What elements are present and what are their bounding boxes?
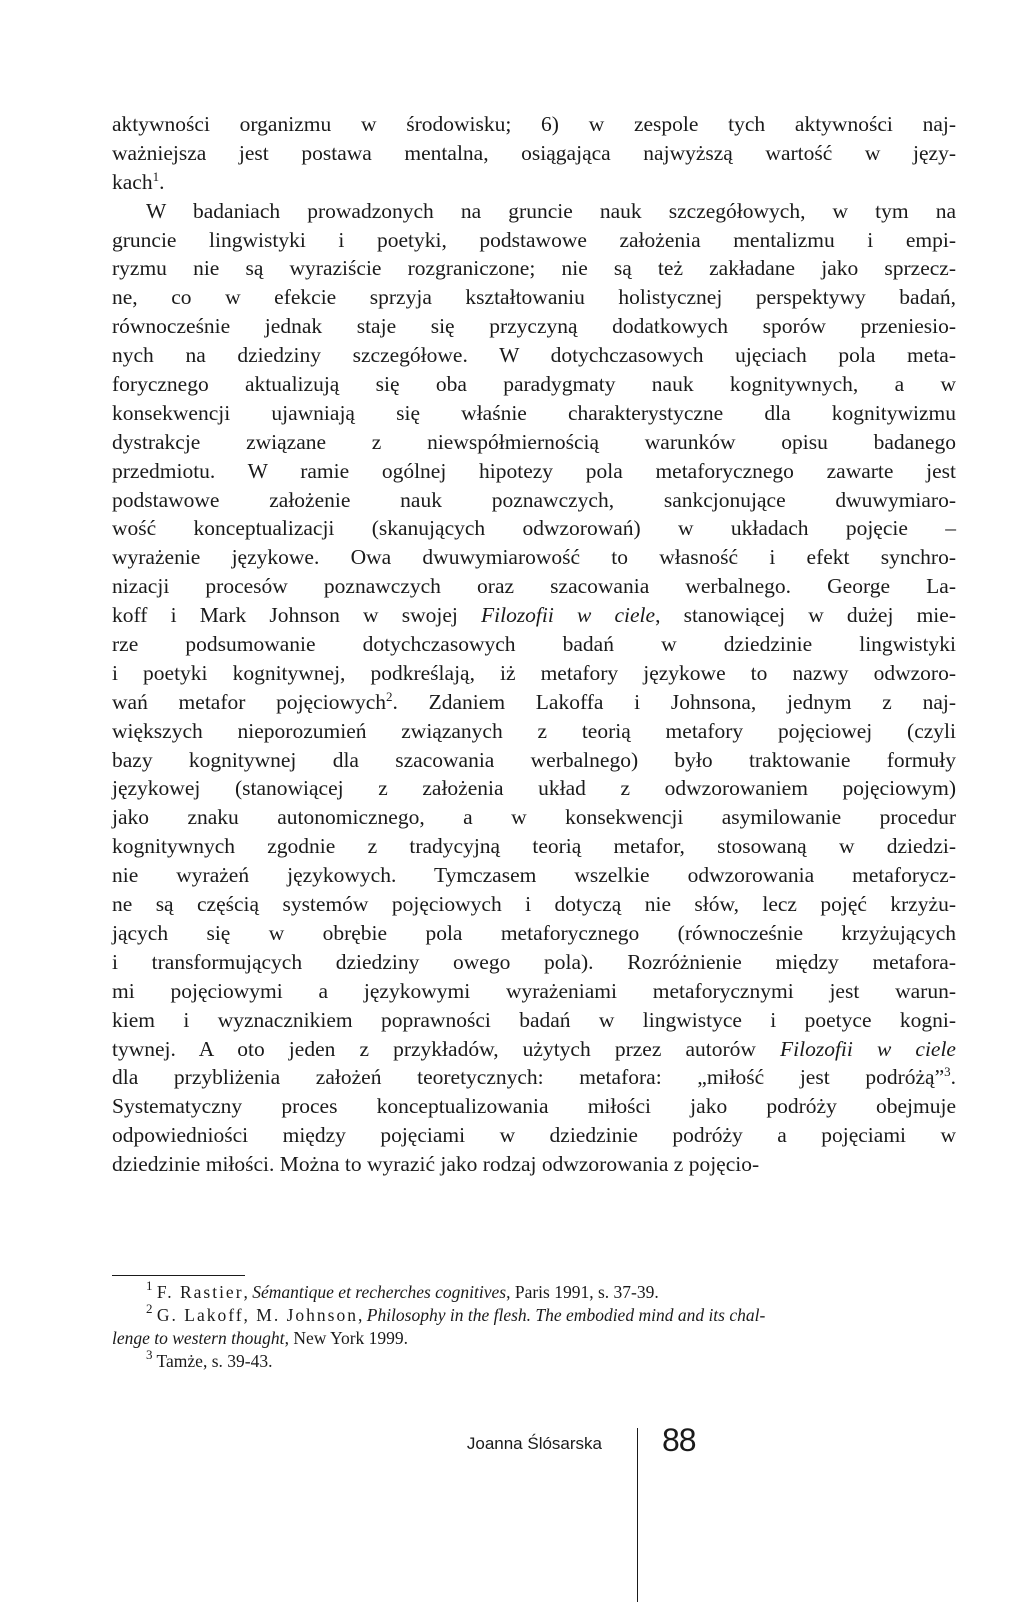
line-text: aktywności organizmu w środowisku; 6) w zespole tych aktywności naj- xyxy=(112,112,956,136)
footnote-separator-text: , xyxy=(243,1282,253,1302)
line-text: i transformujących dziedziny owego pola). Rozróżnienie między metafora- xyxy=(112,949,956,974)
line-text: forycznego aktualizują się oba paradygmaty nauk kognitywnych, a w xyxy=(112,372,956,397)
text-line xyxy=(112,977,956,1006)
line-text: ne są częścią systemów pojęciowych i dotyczą nie słów, lecz pojęć krzyżu- xyxy=(112,892,956,917)
line-text: dystrakcje związane z niewspółmiernością warunków opisu badanego xyxy=(112,429,956,454)
text-line xyxy=(112,312,956,341)
footnote-separator xyxy=(112,1275,245,1276)
text-line xyxy=(112,1006,956,1035)
text-line xyxy=(112,803,956,832)
text-line xyxy=(112,1121,956,1150)
line-text: wyrażenie językowe. Owa dwuwymiarowość to własność i efekt synchro- xyxy=(112,545,956,570)
text-line xyxy=(112,457,956,486)
text-line xyxy=(112,168,956,197)
text-line xyxy=(112,370,956,399)
page-number: 88 xyxy=(662,1422,696,1458)
line-text-after: . xyxy=(950,1065,956,1090)
line-text: tywnej. A oto jeden z przykładów, użytych przez autorów xyxy=(112,1036,780,1061)
text-line xyxy=(112,139,956,168)
footnote-ref: 2 xyxy=(386,688,393,704)
line-text: większych nieporozumień związanych z teorią metafory pojęciowej (czyli xyxy=(112,718,956,743)
italic-title: Filozofii w ciele xyxy=(780,1036,956,1061)
footer-author: Joanna Ślósarska xyxy=(466,1434,602,1453)
footnote-number: 2 xyxy=(146,1301,153,1316)
footnote-author: F. Rastier xyxy=(156,1282,244,1302)
line-text: równocześnie jednak staje się przyczyną dodatkowych sporów przeniesio- xyxy=(112,314,956,339)
line-text: przedmiotu. W ramie ogólnej hipotezy pola metaforycznego zawarte jest xyxy=(112,458,956,483)
footnote-title: Sémantique et recherches cognitives xyxy=(252,1282,507,1302)
line-text: jących się w obrębie pola metaforycznego (równocześnie krzyżujących xyxy=(112,920,956,945)
line-text: Systematyczny proces konceptualizowania miłości jako podróży obejmuje xyxy=(112,1094,956,1119)
text-line xyxy=(112,832,956,861)
line-text-after: . xyxy=(159,169,165,194)
footnote-title: lenge to western thought xyxy=(112,1328,285,1348)
line-text: kiem i wyznacznikiem poprawności badań w lingwistyce i poetyce kogni- xyxy=(112,1007,956,1032)
footnote xyxy=(112,1301,956,1327)
line-text: konsekwencji ujawniają się właśnie charakterystyczne dla kognitywizmu xyxy=(112,400,956,425)
text-line xyxy=(112,1150,956,1179)
italic-title: Filozofii w ciele xyxy=(480,603,656,628)
text-line xyxy=(112,226,956,255)
line-text: podstawowe założenie nauk poznawczych, sankcjonujące dwuwymiaro- xyxy=(112,487,956,512)
text-line xyxy=(112,572,956,601)
line-text-after: , stanowiącej w dużej mie- xyxy=(655,603,956,628)
line-text: koff i Mark Johnson w swojej xyxy=(112,603,481,628)
text-line xyxy=(112,890,956,919)
text-line xyxy=(112,283,956,312)
text-line xyxy=(112,1092,956,1121)
line-text: W badaniach prowadzonych na gruncie nauk szczegółowych, w tym na xyxy=(146,198,956,223)
text-line xyxy=(112,254,956,283)
line-text: nizacji procesów poznawczych oraz szacowania werbalnego. George La- xyxy=(112,574,956,599)
footnote-author: G. Lakoff, M. Johnson xyxy=(156,1305,358,1325)
line-text: jako znaku autonomicznego, a w konsekwencji asymilowanie procedur xyxy=(112,805,956,830)
text-line xyxy=(112,659,956,688)
text-line xyxy=(112,428,956,457)
footnote xyxy=(112,1278,956,1304)
line-text: wość konceptualizacji (skanujących odwzorowań) w układach pojęcie – xyxy=(112,516,956,541)
text-line xyxy=(112,717,956,746)
line-text: kognitywnych zgodnie z tradycyjną teorią metafor, stosowaną w dziedzi- xyxy=(112,834,956,859)
text-line xyxy=(112,486,956,515)
text-line xyxy=(112,948,956,977)
footnote xyxy=(112,1347,956,1373)
footnote-rest: Tamże, s. 39-43. xyxy=(152,1351,273,1371)
footnote-ref: 1 xyxy=(152,168,160,184)
text-line xyxy=(112,601,956,630)
footnote-title: Philosophy in the flesh. The embodied mind and its chal- xyxy=(366,1305,766,1325)
line-text: językowej (stanowiącej z założenia układ z odwzorowaniem pojęciowym) xyxy=(112,776,956,801)
text-line xyxy=(112,514,956,543)
line-text: ne, co w efekcie sprzyja kształtowaniu holistycznej perspektywy badań, xyxy=(112,285,956,310)
text-line xyxy=(112,1035,956,1064)
text-line xyxy=(112,630,956,659)
line-text-after: . Zdaniem Lakoffa i Johnsona, jednym z naj- xyxy=(392,689,956,714)
line-text: nych na dziedziny szczegółowe. W dotychczasowych ujęciach pola meta- xyxy=(112,343,956,368)
footnote-separator-text: , xyxy=(358,1305,367,1325)
footnote-rest: , Paris 1991, s. 37-39. xyxy=(506,1282,659,1302)
footer-divider xyxy=(637,1428,638,1602)
text-line xyxy=(112,861,956,890)
line-text: wań metafor pojęciowych xyxy=(112,689,387,714)
text-line xyxy=(112,746,956,775)
line-text: kach xyxy=(112,169,153,194)
footnote xyxy=(112,1327,956,1350)
footnote-number: 1 xyxy=(146,1278,153,1293)
line-text: rze podsumowanie dotychczasowych badań w dziedzinie lingwistyki xyxy=(112,632,956,657)
footnote-rest: , New York 1999. xyxy=(284,1328,409,1348)
text-line xyxy=(112,1063,956,1092)
line-text: ważniejsza jest postawa mentalna, osiągająca najwyższą wartość w języ- xyxy=(112,140,956,165)
line-text: ryzmu nie są wyraziście rozgraniczone; nie są też zakładane jako sprzecz- xyxy=(112,256,956,281)
line-text: bazy kognitywnej dla szacowania werbalnego) było traktowanie formuły xyxy=(112,747,956,772)
line-text: mi pojęciowymi a językowymi wyrażeniami metaforycznymi jest warun- xyxy=(112,978,956,1003)
text-line xyxy=(112,543,956,572)
line-text: i poetyki kognitywnej, podkreślają, iż metafory językowe to nazwy odwzoro- xyxy=(112,660,956,685)
text-line xyxy=(112,399,956,428)
body-text xyxy=(112,110,956,1179)
footnote-ref: 3 xyxy=(944,1064,951,1080)
text-line xyxy=(112,919,956,948)
line-text: dla przybliżenia założeń teoretycznych: metafora: „miłość jest podróżą” xyxy=(112,1065,945,1090)
text-line xyxy=(112,341,956,370)
text-line xyxy=(112,197,956,226)
line-text: gruncie lingwistyki i poetyki, podstawowe założenia mentalizmu i empi- xyxy=(112,227,956,252)
text-line xyxy=(112,774,956,803)
line-text: dziedzinie miłości. Można to wyrazić jako rodzaj odwzorowania z pojęcio- xyxy=(112,1152,760,1177)
footnote-number: 3 xyxy=(146,1347,153,1362)
text-line xyxy=(112,110,956,139)
text-line xyxy=(112,688,956,717)
footnotes xyxy=(112,1278,956,1373)
line-text: nie wyrażeń językowych. Tymczasem wszelkie odwzorowania metaforycz- xyxy=(112,863,956,888)
line-text: odpowiedniości między pojęciami w dziedzinie podróży a pojęciami w xyxy=(112,1123,956,1148)
